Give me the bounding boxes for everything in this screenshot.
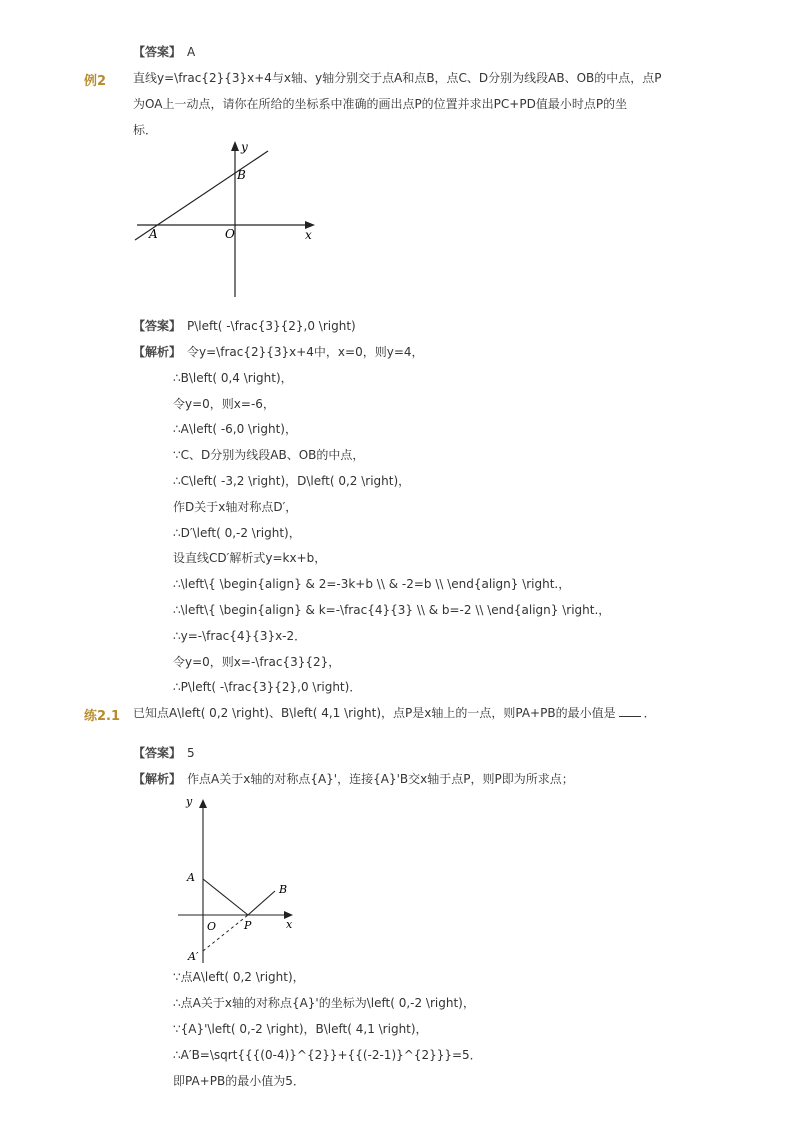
practice-2-1-answer xyxy=(133,745,195,761)
example-2-coordinate-figure xyxy=(125,135,325,305)
label-a: A xyxy=(187,871,195,884)
example-2-analysis-line: 设直线CD′解析式y=kx+b， xyxy=(173,551,327,565)
example-2-analysis-line: ∴B\left( 0,4 \right)， xyxy=(173,371,293,385)
answer-tag: 【答案】 xyxy=(133,45,182,59)
segment-pb xyxy=(248,891,275,915)
answer-line-1 xyxy=(133,44,195,60)
practice-2-1-analysis-first xyxy=(133,771,574,787)
example-2-answer xyxy=(133,318,356,334)
example-2-analysis-line: ∴y=-\frac{4}{3}x-2． xyxy=(173,629,307,643)
label-y: y xyxy=(241,140,248,154)
answer-value: A xyxy=(187,45,196,59)
answer-tag: 【答案】 xyxy=(133,746,182,760)
example-2-question-line-1: 直线y=\frac{2}{3}x+4与x轴、y轴分别交于点A和点B，点C、D分别为线段AB、OB的中点，点P xyxy=(133,71,662,85)
practice-2-1-analysis-line: ∵点A\left( 0,2 \right)， xyxy=(173,970,305,984)
label-x: x xyxy=(286,918,293,931)
example-2-analysis-line: ∴D′\left( 0,-2 \right)， xyxy=(173,526,301,540)
question-text: 已知点A\left( 0,2 \right)、B\left( 4,1 \right)，点P是x轴上的一点，则PA+PB的最小值是 xyxy=(133,706,616,720)
example-2-analysis-line: ∴P\left( -\frac{3}{2},0 \right)． xyxy=(173,680,362,694)
label-o: O xyxy=(207,920,217,933)
answer-value: P\left( -\frac{3}{2},0 \right) xyxy=(187,319,356,333)
analysis-text: 令y=\frac{2}{3}x+4中，x=0，则y=4， xyxy=(187,345,424,359)
practice-2-1-analysis-line: ∵{A}'\left( 0,-2 \right)，B\left( 4,1 \right)， xyxy=(173,1022,428,1036)
example-2-analysis-line: ∴A\left( -6,0 \right)， xyxy=(173,422,297,436)
example-2-question-line-3: 标． xyxy=(133,123,158,137)
y-axis-arrow xyxy=(231,141,239,151)
example-2-label: 例2 xyxy=(84,74,107,89)
answer-blank xyxy=(619,705,641,717)
practice-2-1-analysis-line: ∴A′B=\sqrt{{{(0-4)}^{2}}+{{(-2-1)}^{2}}}=5． xyxy=(173,1048,482,1062)
example-2-analysis-line: ∴\left\{ \begin{align} & 2=-3k+b \\ & -2=b \\ \end{align} \right.， xyxy=(173,577,571,591)
example-2-analysis-line: 令y=0，则x=-6， xyxy=(173,397,275,411)
analysis-tag: 【解析】 xyxy=(133,772,182,786)
answer-value: 5 xyxy=(187,746,195,760)
practice-2-1-question xyxy=(133,705,656,721)
y-axis-arrow xyxy=(199,799,207,808)
analysis-text: 作点A关于x轴的对称点{A}'，连接{A}'B交x轴于点P，则P即为所求点； xyxy=(187,772,574,786)
label-b: B xyxy=(237,168,246,182)
example-2-question-line-2: 为OA上一动点，请你在所给的坐标系中准确的画出点P的位置并求出PC+PD值最小时点P的坐 xyxy=(133,97,628,111)
label-x: x xyxy=(305,228,312,242)
example-2-analysis-line: 作D关于x轴对称点D′， xyxy=(173,500,298,514)
example-2-analysis-line: 令y=0，则x=-\frac{3}{2}， xyxy=(173,655,341,669)
example-2-analysis-first xyxy=(133,344,424,360)
example-2-analysis-line: ∴\left\{ \begin{align} & k=-\frac{4}{3} \\ & b=-2 \\ \end{align} \right.， xyxy=(173,603,611,617)
label-p: P xyxy=(244,919,252,932)
label-y: y xyxy=(186,795,193,808)
practice-2-1-label: 练2.1 xyxy=(84,709,121,724)
label-a: A xyxy=(149,227,158,241)
example-2-analysis-line: ∴C\left( -3,2 \right)，D\left( 0,2 \right)， xyxy=(173,474,411,488)
label-a-prime: A′ xyxy=(188,950,199,963)
label-o: O xyxy=(225,227,235,241)
question-end: ． xyxy=(643,706,656,720)
practice-2-1-analysis-line: ∴点A关于x轴的对称点{A}'的坐标为\left( 0,-2 \right)， xyxy=(173,996,475,1010)
practice-2-1-analysis-line: 即PA+PB的最小值为5． xyxy=(173,1074,305,1088)
answer-tag: 【答案】 xyxy=(133,319,182,333)
analysis-tag: 【解析】 xyxy=(133,345,182,359)
example-2-analysis-line: ∵C、D分别为线段AB、OB的中点， xyxy=(173,448,365,462)
segment-ap xyxy=(203,879,248,915)
practice-2-1-reflection-figure xyxy=(170,793,305,968)
label-b: B xyxy=(279,883,288,896)
